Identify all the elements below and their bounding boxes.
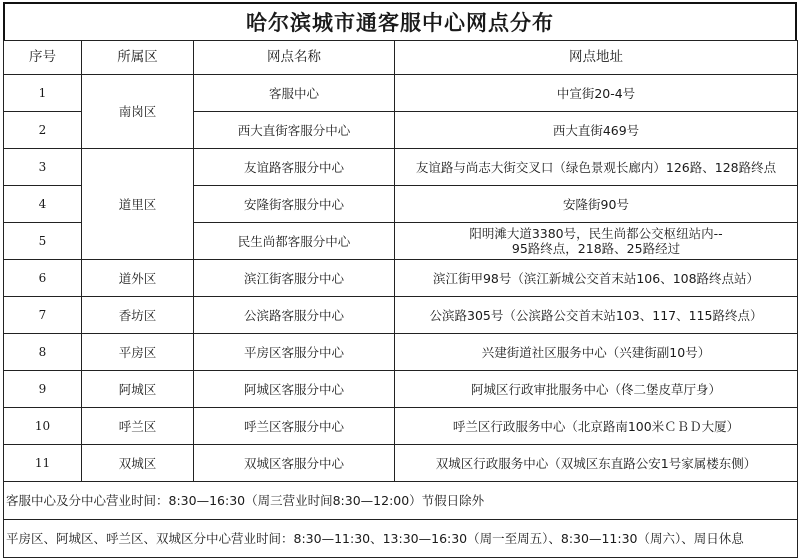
row-district: 道外区 [82, 260, 194, 297]
row-no: 1 [4, 75, 82, 112]
row-no: 7 [4, 297, 82, 334]
table-header-row [4, 41, 798, 75]
row-address: 双城区行政服务中心（双城区东直路公安1号家属楼东侧） [395, 445, 798, 482]
row-no: 8 [4, 334, 82, 371]
row-address: 呼兰区行政服务中心（北京路南100米ＣＢＤ大厦） [395, 408, 798, 445]
row-district: 平房区 [82, 334, 194, 371]
header-district: 所属区 [82, 41, 194, 75]
row-address: 中宣街20-4号 [395, 75, 798, 112]
hours-note-row [4, 482, 798, 520]
row-district: 南岗区 [82, 75, 194, 149]
row-address: 滨江街甲98号（滨江新城公交首末站106、108路终点站） [395, 260, 798, 297]
hours-note-row [4, 520, 798, 558]
row-no: 4 [4, 186, 82, 223]
table-row [4, 445, 798, 482]
row-address: 阿城区行政审批服务中心（佟二堡皮草厅身） [395, 371, 798, 408]
header-no: 序号 [4, 41, 82, 75]
service-center-table [3, 40, 798, 558]
row-address: 安隆街90号 [395, 186, 798, 223]
row-address [395, 223, 798, 260]
row-name: 安隆街客服分中心 [194, 186, 395, 223]
row-name: 民生尚都客服分中心 [194, 223, 395, 260]
table-row [4, 297, 798, 334]
row-name: 滨江街客服分中心 [194, 260, 395, 297]
header-name: 网点名称 [194, 41, 395, 75]
row-name: 平房区客服分中心 [194, 334, 395, 371]
row-no: 9 [4, 371, 82, 408]
row-district: 香坊区 [82, 297, 194, 334]
table-row [4, 75, 798, 112]
row-name: 西大直街客服分中心 [194, 112, 395, 149]
row-district: 阿城区 [82, 371, 194, 408]
row-name: 阿城区客服分中心 [194, 371, 395, 408]
page-title: 哈尔滨城市通客服中心网点分布 [3, 2, 797, 40]
row-name: 双城区客服分中心 [194, 445, 395, 482]
row-no: 11 [4, 445, 82, 482]
header-address: 网点地址 [395, 41, 798, 75]
row-no: 2 [4, 112, 82, 149]
row-district: 呼兰区 [82, 408, 194, 445]
business-hours-note: 客服中心及分中心营业时间：8:30—16:30（周三营业时间8:30—12:00）节假日除外 [4, 482, 798, 520]
row-district: 双城区 [82, 445, 194, 482]
row-no: 6 [4, 260, 82, 297]
row-address: 友谊路与尚志大街交叉口（绿色景观长廊内）126路、128路终点 [395, 149, 798, 186]
table-row [4, 149, 798, 186]
row-address: 兴建街道社区服务中心（兴建街副10号） [395, 334, 798, 371]
table-row [4, 334, 798, 371]
row-no: 5 [4, 223, 82, 260]
address-line: 阳明滩大道3380号，民生尚都公交枢纽站内-- [469, 226, 723, 241]
row-name: 客服中心 [194, 75, 395, 112]
table-row [4, 260, 798, 297]
table-row [4, 371, 798, 408]
row-district: 道里区 [82, 149, 194, 260]
row-address: 公滨路305号（公滨路公交首末站103、117、115路终点） [395, 297, 798, 334]
table-row [4, 408, 798, 445]
district-hours-note: 平房区、阿城区、呼兰区、双城区分中心营业时间：8:30—11:30、13:30—16:30（周一至周五）、8:30—11:30（周六）、周日休息 [4, 520, 798, 558]
row-name: 友谊路客服分中心 [194, 149, 395, 186]
row-no: 3 [4, 149, 82, 186]
row-address: 西大直街469号 [395, 112, 798, 149]
row-no: 10 [4, 408, 82, 445]
row-name: 呼兰区客服分中心 [194, 408, 395, 445]
row-name: 公滨路客服分中心 [194, 297, 395, 334]
address-line: 95路终点，218路、25路经过 [511, 241, 681, 256]
